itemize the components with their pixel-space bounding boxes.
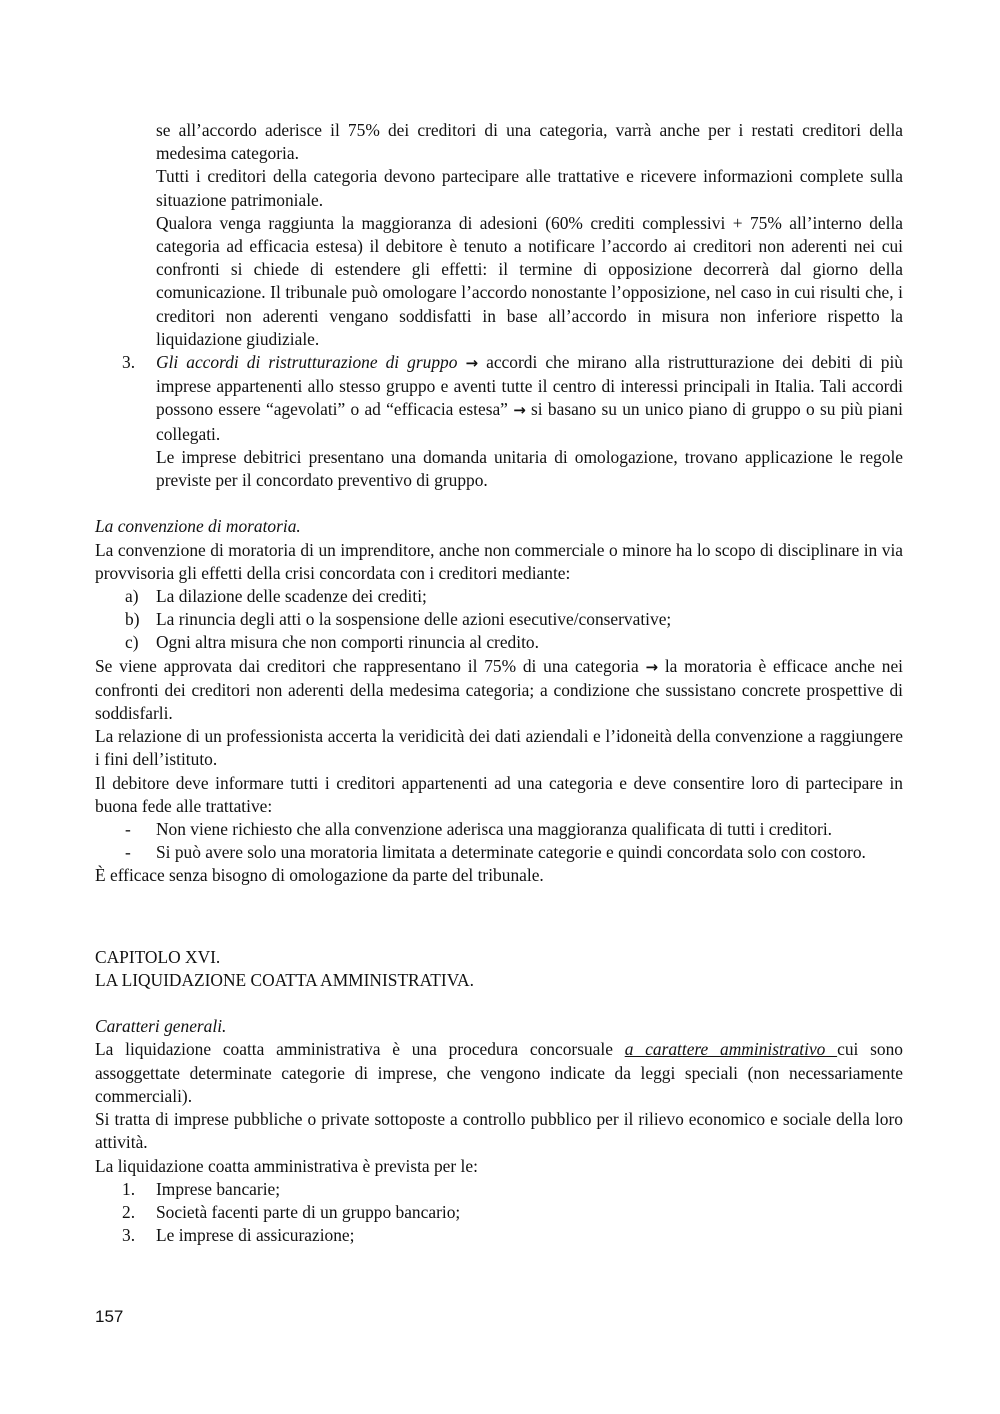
accordi-paragraph-1: se all’accordo aderisce il 75% dei creditori di una categoria, varrà anche per i restati creditori della medesima categoria. bbox=[156, 120, 903, 164]
moratoria-approvazione-b: la moratoria è efficace anche nei confronti dei creditori non aderenti della medesima categoria; a condizione che sussistano concrete prospettive di soddisfarli. bbox=[95, 655, 903, 724]
caratteri-paragraph-3: La liquidazione coatta amministrativa è prevista per le: bbox=[95, 1155, 478, 1176]
arrow-right-icon: → bbox=[465, 354, 479, 373]
list-item-text: Le imprese di assicurazione; bbox=[156, 1225, 355, 1246]
chapter-number: CAPITOLO XVI. bbox=[95, 946, 221, 967]
caratteri-p1-a: La liquidazione coatta amministrativa è una procedura concorsuale bbox=[95, 1039, 625, 1060]
accordi-gruppo-text-a: accordi che mirano alla ristrutturazione dei debiti di più imprese appartenenti allo stesso gruppo e aventi tutte il centro di interessi principali in Italia. Tali accordi possono essere “agevolati” o ad “efficacia estesa” bbox=[156, 352, 903, 420]
list-item bbox=[95, 631, 903, 654]
list-item bbox=[95, 608, 903, 631]
moratoria-relazione: La relazione di un professionista accerta la veridicità dei dati aziendali e l’idoneità della convenzione a raggiungere i fini dell’istituto. bbox=[95, 726, 903, 770]
list-marker: c) bbox=[125, 632, 139, 653]
list-item-text: Non viene richiesto che alla convenzione aderisca una maggioranza qualificata di tutti i creditori. bbox=[156, 819, 833, 840]
moratoria-heading: La convenzione di moratoria. bbox=[95, 516, 301, 537]
list-item-text: Si può avere solo una moratoria limitata a determinate categorie e quindi concordata solo con costoro. bbox=[156, 842, 866, 863]
list-marker: 3. bbox=[122, 1225, 136, 1246]
list-item-text: Imprese bancarie; bbox=[156, 1178, 281, 1199]
accordi-paragraph-2: Tutti i creditori della categoria devono partecipare alle trattative e ricevere informazioni complete sulla situazione patrimoniale. bbox=[156, 166, 903, 210]
list-marker: 3. bbox=[122, 352, 136, 373]
bullet-marker: - bbox=[125, 842, 131, 863]
list-item-text: Ogni altra misura che non comporti rinuncia al credito. bbox=[156, 632, 539, 653]
accordi-item-3 bbox=[95, 351, 903, 446]
list-marker: 2. bbox=[122, 1201, 136, 1222]
accordi-gruppo-title: Gli accordi di ristrutturazione di gruppo bbox=[156, 352, 458, 373]
moratoria-approvazione bbox=[95, 655, 903, 726]
list-item bbox=[95, 1224, 903, 1247]
chapter-title: LA LIQUIDAZIONE COATTA AMMINISTRATIVA. bbox=[95, 969, 474, 990]
page-content bbox=[95, 119, 903, 1247]
caratteri-p1-b: cui sono assoggettate determinate categorie di imprese, che vengono indicate da leggi speciali (non necessariamente commerciali). bbox=[95, 1039, 903, 1106]
moratoria-efficace: È efficace senza bisogno di omologazione da parte del tribunale. bbox=[95, 865, 544, 886]
list-marker: 1. bbox=[122, 1178, 136, 1199]
caratteri-p1-underlined: a carattere amministrativo bbox=[624, 1039, 838, 1060]
list-marker: a) bbox=[125, 586, 139, 607]
moratoria-approvazione-a: Se viene approvata dai creditori che rappresentano il 75% di una categoria bbox=[95, 655, 646, 676]
list-item bbox=[95, 841, 903, 864]
moratoria-intro: La convenzione di moratoria di un imprenditore, anche non commerciale o minore ha lo scopo di disciplinare in via provvisoria gli effetti della crisi concordata con i creditori mediante: bbox=[95, 539, 903, 583]
accordi-gruppo-text-b: si basano su un unico piano di gruppo o su più piani collegati. bbox=[156, 399, 903, 444]
list-item bbox=[95, 585, 903, 608]
accordi-paragraph-3: Qualora venga raggiunta la maggioranza di adesioni (60% crediti complessivi + 75% all’interno della categoria ad efficacia estesa) il debitore è tenuto a notificare l’accordo ai creditori non aderenti nei cui confronti si chiede di estendere gli effetti: il termine di opposizione decorrerà dal giorno della comunicazione. Il tribunale può omologare l’accordo nonostante l’opposizione, nel caso in cui risulti che, i creditori non aderenti vengano soddisfatti in base all’accordo in misura non inferiore rispetto la liquidazione giudiziale. bbox=[156, 212, 903, 349]
list-item bbox=[95, 818, 903, 841]
arrow-right-icon: → bbox=[645, 657, 659, 676]
list-marker: b) bbox=[125, 609, 140, 630]
list-item bbox=[95, 1178, 903, 1201]
caratteri-paragraph-2: Si tratta di imprese pubbliche o private sottoposte a controllo pubblico per il rilievo economico e sociale della loro attività. bbox=[95, 1109, 903, 1153]
bullet-marker: - bbox=[125, 819, 131, 840]
list-item-text: Società facenti parte di un gruppo bancario; bbox=[156, 1201, 461, 1222]
arrow-right-icon: → bbox=[513, 401, 526, 420]
list-item bbox=[95, 1201, 903, 1224]
moratoria-debitore: Il debitore deve informare tutti i creditori appartenenti ad una categoria e deve consentire loro di partecipare in buona fede alle trattative: bbox=[95, 772, 903, 816]
caratteri-paragraph-1 bbox=[95, 1038, 903, 1108]
list-item-text: La rinuncia degli atti o la sospensione delle azioni esecutive/conservative; bbox=[156, 609, 672, 630]
page-number: 157 bbox=[95, 1307, 124, 1326]
list-item-text: La dilazione delle scadenze dei crediti; bbox=[156, 586, 427, 607]
accordi-paragraph-4: Le imprese debitrici presentano una domanda unitaria di omologazione, trovano applicazione le regole previste per il concordato preventivo di gruppo. bbox=[156, 446, 903, 491]
caratteri-heading: Caratteri generali. bbox=[95, 1016, 227, 1037]
